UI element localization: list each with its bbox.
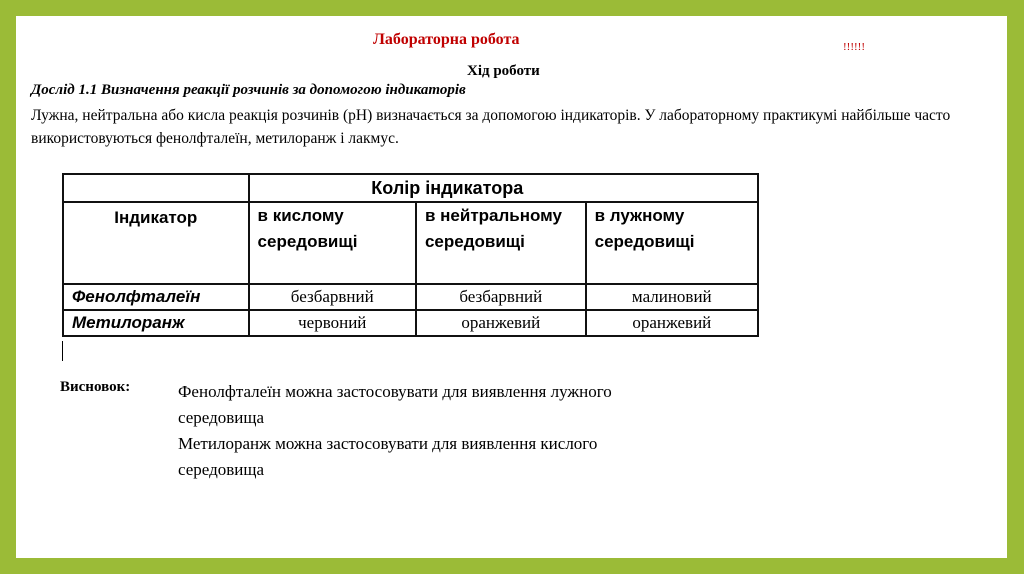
- conclusion-text: [178, 379, 778, 483]
- table-header-row: [63, 174, 758, 202]
- column-header-neutral: в нейтральному середовищі: [416, 202, 586, 284]
- row-name: Метилоранж: [63, 310, 249, 336]
- table-cell: безбарвний: [416, 284, 586, 310]
- experiment-heading: Дослід 1.1 Визначення реакції розчинів за допомогою індикаторів: [31, 82, 466, 98]
- group-header: Колір індикатора: [249, 174, 758, 202]
- table-cell: червоний: [249, 310, 416, 336]
- intro-paragraph: Лужна, нейтральна або кисла реакція розчинів (pH) визначається за допомогою індикаторів. У лабораторному практикумі найбільше часто використовуються фенолфталеїн, метилоранж і лакмус.: [31, 107, 951, 147]
- table-corner-cell: [63, 174, 249, 202]
- conclusion-line: Фенолфталеїн можна застосовувати для виявлення лужного: [178, 382, 612, 401]
- column-header-alkaline: в лужному середовищі: [586, 202, 758, 284]
- subtitle: Хід роботи: [467, 63, 540, 79]
- exclamation-marks: !!!!!!: [843, 41, 865, 53]
- table-row: [63, 284, 758, 310]
- table-subheader-row: [63, 202, 758, 284]
- conclusion-line: Метилоранж можна застосовувати для виявлення кислого: [178, 434, 598, 453]
- indicator-header: Індикатор: [63, 202, 249, 284]
- table-row: [63, 310, 758, 336]
- table-cell: оранжевий: [586, 310, 758, 336]
- row-name: Фенолфталеїн: [63, 284, 249, 310]
- slide-title: Лабораторна робота: [373, 31, 520, 48]
- text-cursor: [62, 341, 63, 361]
- table-cell: малиновий: [586, 284, 758, 310]
- slide: [16, 16, 1007, 558]
- table-cell: оранжевий: [416, 310, 586, 336]
- indicator-table: [62, 173, 759, 337]
- conclusion-label: Висновок:: [60, 379, 131, 395]
- column-header-acid: в кислому середовищі: [249, 202, 416, 284]
- conclusion-line: середовища: [178, 460, 265, 479]
- table-cell: безбарвний: [249, 284, 416, 310]
- conclusion-line: середовища: [178, 408, 265, 427]
